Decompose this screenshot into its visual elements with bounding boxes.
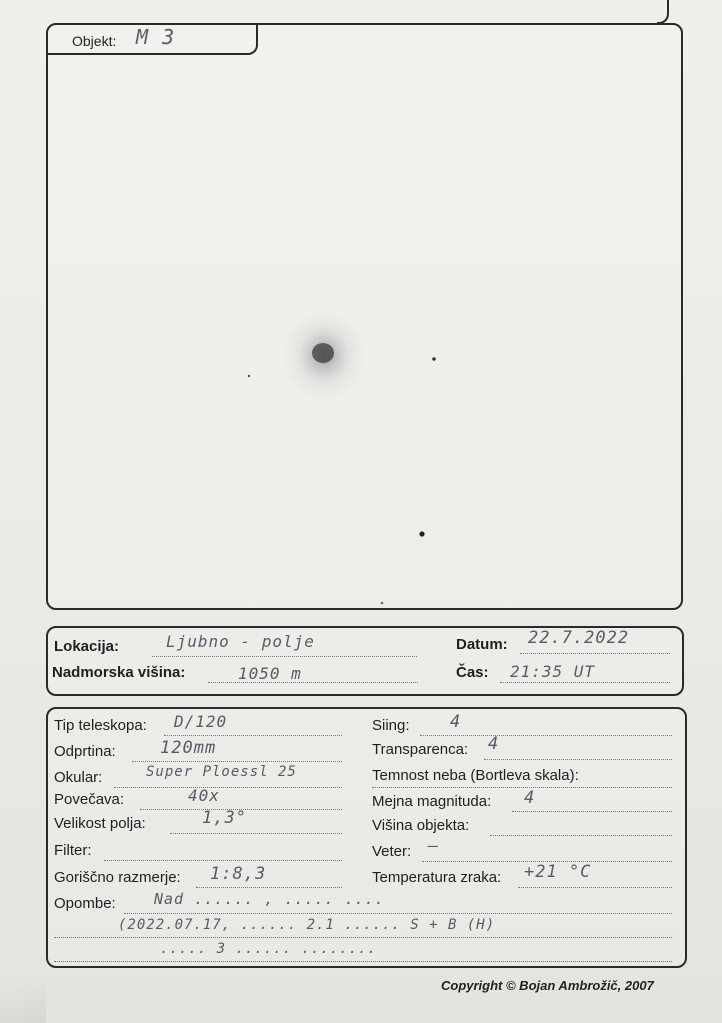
lokacija-label: Lokacija: bbox=[54, 638, 120, 655]
siing-line bbox=[420, 734, 672, 736]
goriscno-label: Goriščno razmerje: bbox=[54, 869, 181, 886]
mejna-value: 4 bbox=[524, 788, 536, 808]
copyright-text: Copyright © Bojan Ambrožič, 2007 bbox=[441, 978, 654, 993]
sketch-box bbox=[46, 23, 683, 610]
tip-value: D/120 bbox=[174, 712, 228, 731]
object-label: Objekt: bbox=[72, 33, 117, 49]
odprtina-value: 120mm bbox=[160, 738, 217, 758]
goriscno-value: 1:8,3 bbox=[210, 864, 267, 884]
goriscno-line bbox=[196, 886, 342, 888]
visina-label: Višina objekta: bbox=[372, 817, 470, 834]
odprtina-line bbox=[132, 760, 342, 762]
opombe-line-2 bbox=[54, 936, 672, 938]
transparenca-value: 4 bbox=[488, 734, 500, 754]
temperatura-label: Temperatura zraka: bbox=[372, 869, 502, 886]
povecava-label: Povečava: bbox=[54, 791, 125, 808]
star-3 bbox=[419, 531, 424, 536]
veter-label: Veter: bbox=[372, 843, 412, 860]
tip-line bbox=[164, 734, 342, 736]
okular-value: Super Ploessl 25 bbox=[146, 764, 297, 780]
previous-box-edge bbox=[657, 0, 669, 24]
cas-label: Čas: bbox=[456, 664, 489, 681]
temnost-line bbox=[372, 786, 672, 788]
transparenca-line bbox=[484, 758, 672, 760]
lokacija-value: Ljubno - polje bbox=[166, 632, 315, 651]
opombe-note-line-1: Nad ...... , ..... .... bbox=[154, 890, 385, 908]
opombe-note-line-3: ..... 3 ...... ........ bbox=[160, 941, 377, 957]
veter-value: — bbox=[428, 836, 440, 856]
velikost-value: 1,3° bbox=[202, 808, 247, 828]
star-1 bbox=[432, 357, 436, 361]
opombe-label: Opombe: bbox=[54, 895, 116, 912]
filter-label: Filter: bbox=[54, 842, 92, 859]
lokacija-line bbox=[152, 655, 417, 657]
opombe-note-line-2: (2022.07.17, ...... 2.1 ...... S + B (H) bbox=[118, 917, 496, 933]
star-2 bbox=[248, 375, 250, 377]
datum-label: Datum: bbox=[456, 636, 508, 653]
nadmorska-label: Nadmorska višina: bbox=[52, 664, 186, 681]
temperatura-line bbox=[518, 886, 672, 888]
cas-value: 21:35 UT bbox=[510, 662, 596, 681]
page-curl-shadow bbox=[0, 953, 46, 1023]
mejna-label: Mejna magnituda: bbox=[372, 793, 492, 810]
tip-label: Tip teleskopa: bbox=[54, 717, 147, 734]
cas-line bbox=[500, 681, 670, 683]
siing-value: 4 bbox=[450, 712, 462, 732]
nadmorska-value: 1050 m bbox=[238, 664, 302, 683]
temperatura-value: +21 °C bbox=[524, 862, 592, 882]
temnost-label: Temnost neba (Bortleva skala): bbox=[372, 767, 579, 784]
velikost-line bbox=[170, 832, 342, 834]
siing-label: Siing: bbox=[372, 717, 410, 734]
star-4 bbox=[381, 602, 384, 605]
odprtina-label: Odprtina: bbox=[54, 743, 116, 760]
okular-label: Okular: bbox=[54, 769, 103, 786]
okular-line bbox=[114, 786, 342, 788]
opombe-line-3 bbox=[54, 960, 672, 962]
datum-value: 22.7.2022 bbox=[528, 628, 630, 648]
opombe-line-1 bbox=[124, 912, 672, 914]
visina-line bbox=[490, 834, 672, 836]
sketch-drawing bbox=[48, 25, 681, 608]
datum-line bbox=[520, 652, 670, 654]
object-value: M 3 bbox=[136, 25, 176, 49]
povecava-value: 40x bbox=[188, 786, 220, 805]
filter-line bbox=[104, 859, 342, 861]
globular-cluster-core bbox=[312, 343, 334, 363]
velikost-label: Velikost polja: bbox=[54, 815, 146, 832]
mejna-line bbox=[512, 810, 672, 812]
transparenca-label: Transparenca: bbox=[372, 741, 469, 758]
